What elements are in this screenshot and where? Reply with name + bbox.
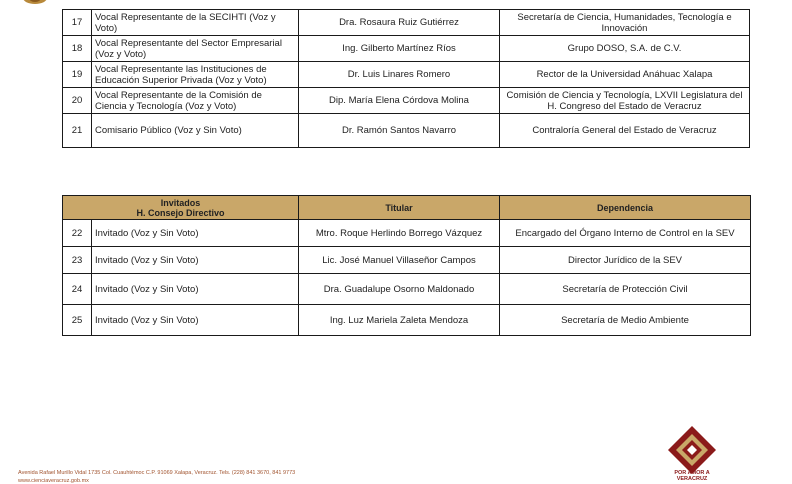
guest-dependency: Encargado del Órgano Interno de Control en la SEV (500, 220, 751, 247)
member-role: Vocal Representante de la Comisión de Ciencia y Tecnología (Voz y Voto) (92, 88, 299, 114)
member-holder: Ing. Gilberto Martínez Ríos (299, 36, 500, 62)
guest-dependency: Secretaría de Protección Civil (500, 274, 751, 305)
row-number: 25 (63, 305, 92, 336)
member-holder: Dr. Ramón Santos Navarro (299, 114, 500, 148)
member-role: Vocal Representante de la SECIHTI (Voz y Voto) (92, 10, 299, 36)
dependency-header: Dependencia (500, 196, 751, 220)
members-table (62, 9, 750, 148)
table-row (63, 10, 750, 36)
holder-header: Titular (299, 196, 500, 220)
row-number: 21 (63, 114, 92, 148)
guest-holder: Dra. Guadalupe Osorno Maldonado (299, 274, 500, 305)
guests-header-line1: Invitados (160, 197, 201, 208)
table-row (63, 274, 751, 305)
row-number: 19 (63, 62, 92, 88)
member-dependency: Contraloría General del Estado de Veracruz (500, 114, 750, 148)
member-dependency: Grupo DOSO, S.A. de C.V. (500, 36, 750, 62)
brand-line1: POR AMOR A (674, 470, 710, 476)
row-number: 17 (63, 10, 92, 36)
member-role: Vocal Representante del Sector Empresarial (Voz y Voto) (92, 36, 299, 62)
guest-role: Invitado (Voz y Sin Voto) (92, 305, 299, 336)
member-dependency: Comisión de Ciencia y Tecnología, LXVII Legislatura del H. Congreso del Estado de Veracruz (500, 88, 750, 114)
table-row (63, 36, 750, 62)
member-role: Vocal Representante las Instituciones de Educación Superior Privada (Voz y Voto) (92, 62, 299, 88)
row-number: 24 (63, 274, 92, 305)
brand-wordmark (664, 470, 720, 482)
guest-holder: Lic. José Manuel Villaseñor Campos (299, 247, 500, 274)
guests-header-line2: H. Consejo Directivo (136, 207, 225, 218)
guests-table (62, 195, 751, 336)
footer-address: Avenida Rafael Murillo Vidal 1735 Col. Cuauhtémoc C.P. 91069 Xalapa, Veracruz. Tels. (228) 841 3670, 841 9773 (18, 470, 296, 476)
member-holder: Dr. Luis Linares Romero (299, 62, 500, 88)
table-header-row (63, 196, 751, 220)
guest-role: Invitado (Voz y Sin Voto) (92, 274, 299, 305)
guests-group-header (63, 196, 299, 220)
row-number: 22 (63, 220, 92, 247)
member-role: Comisario Público (Voz y Sin Voto) (92, 114, 299, 148)
guest-dependency: Secretaría de Medio Ambiente (500, 305, 751, 336)
table-row (63, 62, 750, 88)
member-dependency: Rector de la Universidad Anáhuac Xalapa (500, 62, 750, 88)
guest-role: Invitado (Voz y Sin Voto) (92, 247, 299, 274)
row-number: 20 (63, 88, 92, 114)
member-dependency: Secretaría de Ciencia, Humanidades, Tecnología e Innovación (500, 10, 750, 36)
table-row (63, 247, 751, 274)
table-row (63, 114, 750, 148)
footer-url[interactable]: www.cienciaveracruz.gob.mx (18, 478, 89, 484)
table-row (63, 88, 750, 114)
guest-dependency: Director Jurídico de la SEV (500, 247, 751, 274)
row-number: 23 (63, 247, 92, 274)
table-row (63, 220, 751, 247)
guest-holder: Mtro. Roque Herlindo Borrego Vázquez (299, 220, 500, 247)
table-row (63, 305, 751, 336)
crest-icon (20, 0, 50, 5)
row-number: 18 (63, 36, 92, 62)
member-holder: Dra. Rosaura Ruiz Gutiérrez (299, 10, 500, 36)
guest-holder: Ing. Luz Mariela Zaleta Mendoza (299, 305, 500, 336)
member-holder: Dip. María Elena Córdova Molina (299, 88, 500, 114)
brand-line2: VERACRUZ (676, 476, 708, 482)
guest-role: Invitado (Voz y Sin Voto) (92, 220, 299, 247)
